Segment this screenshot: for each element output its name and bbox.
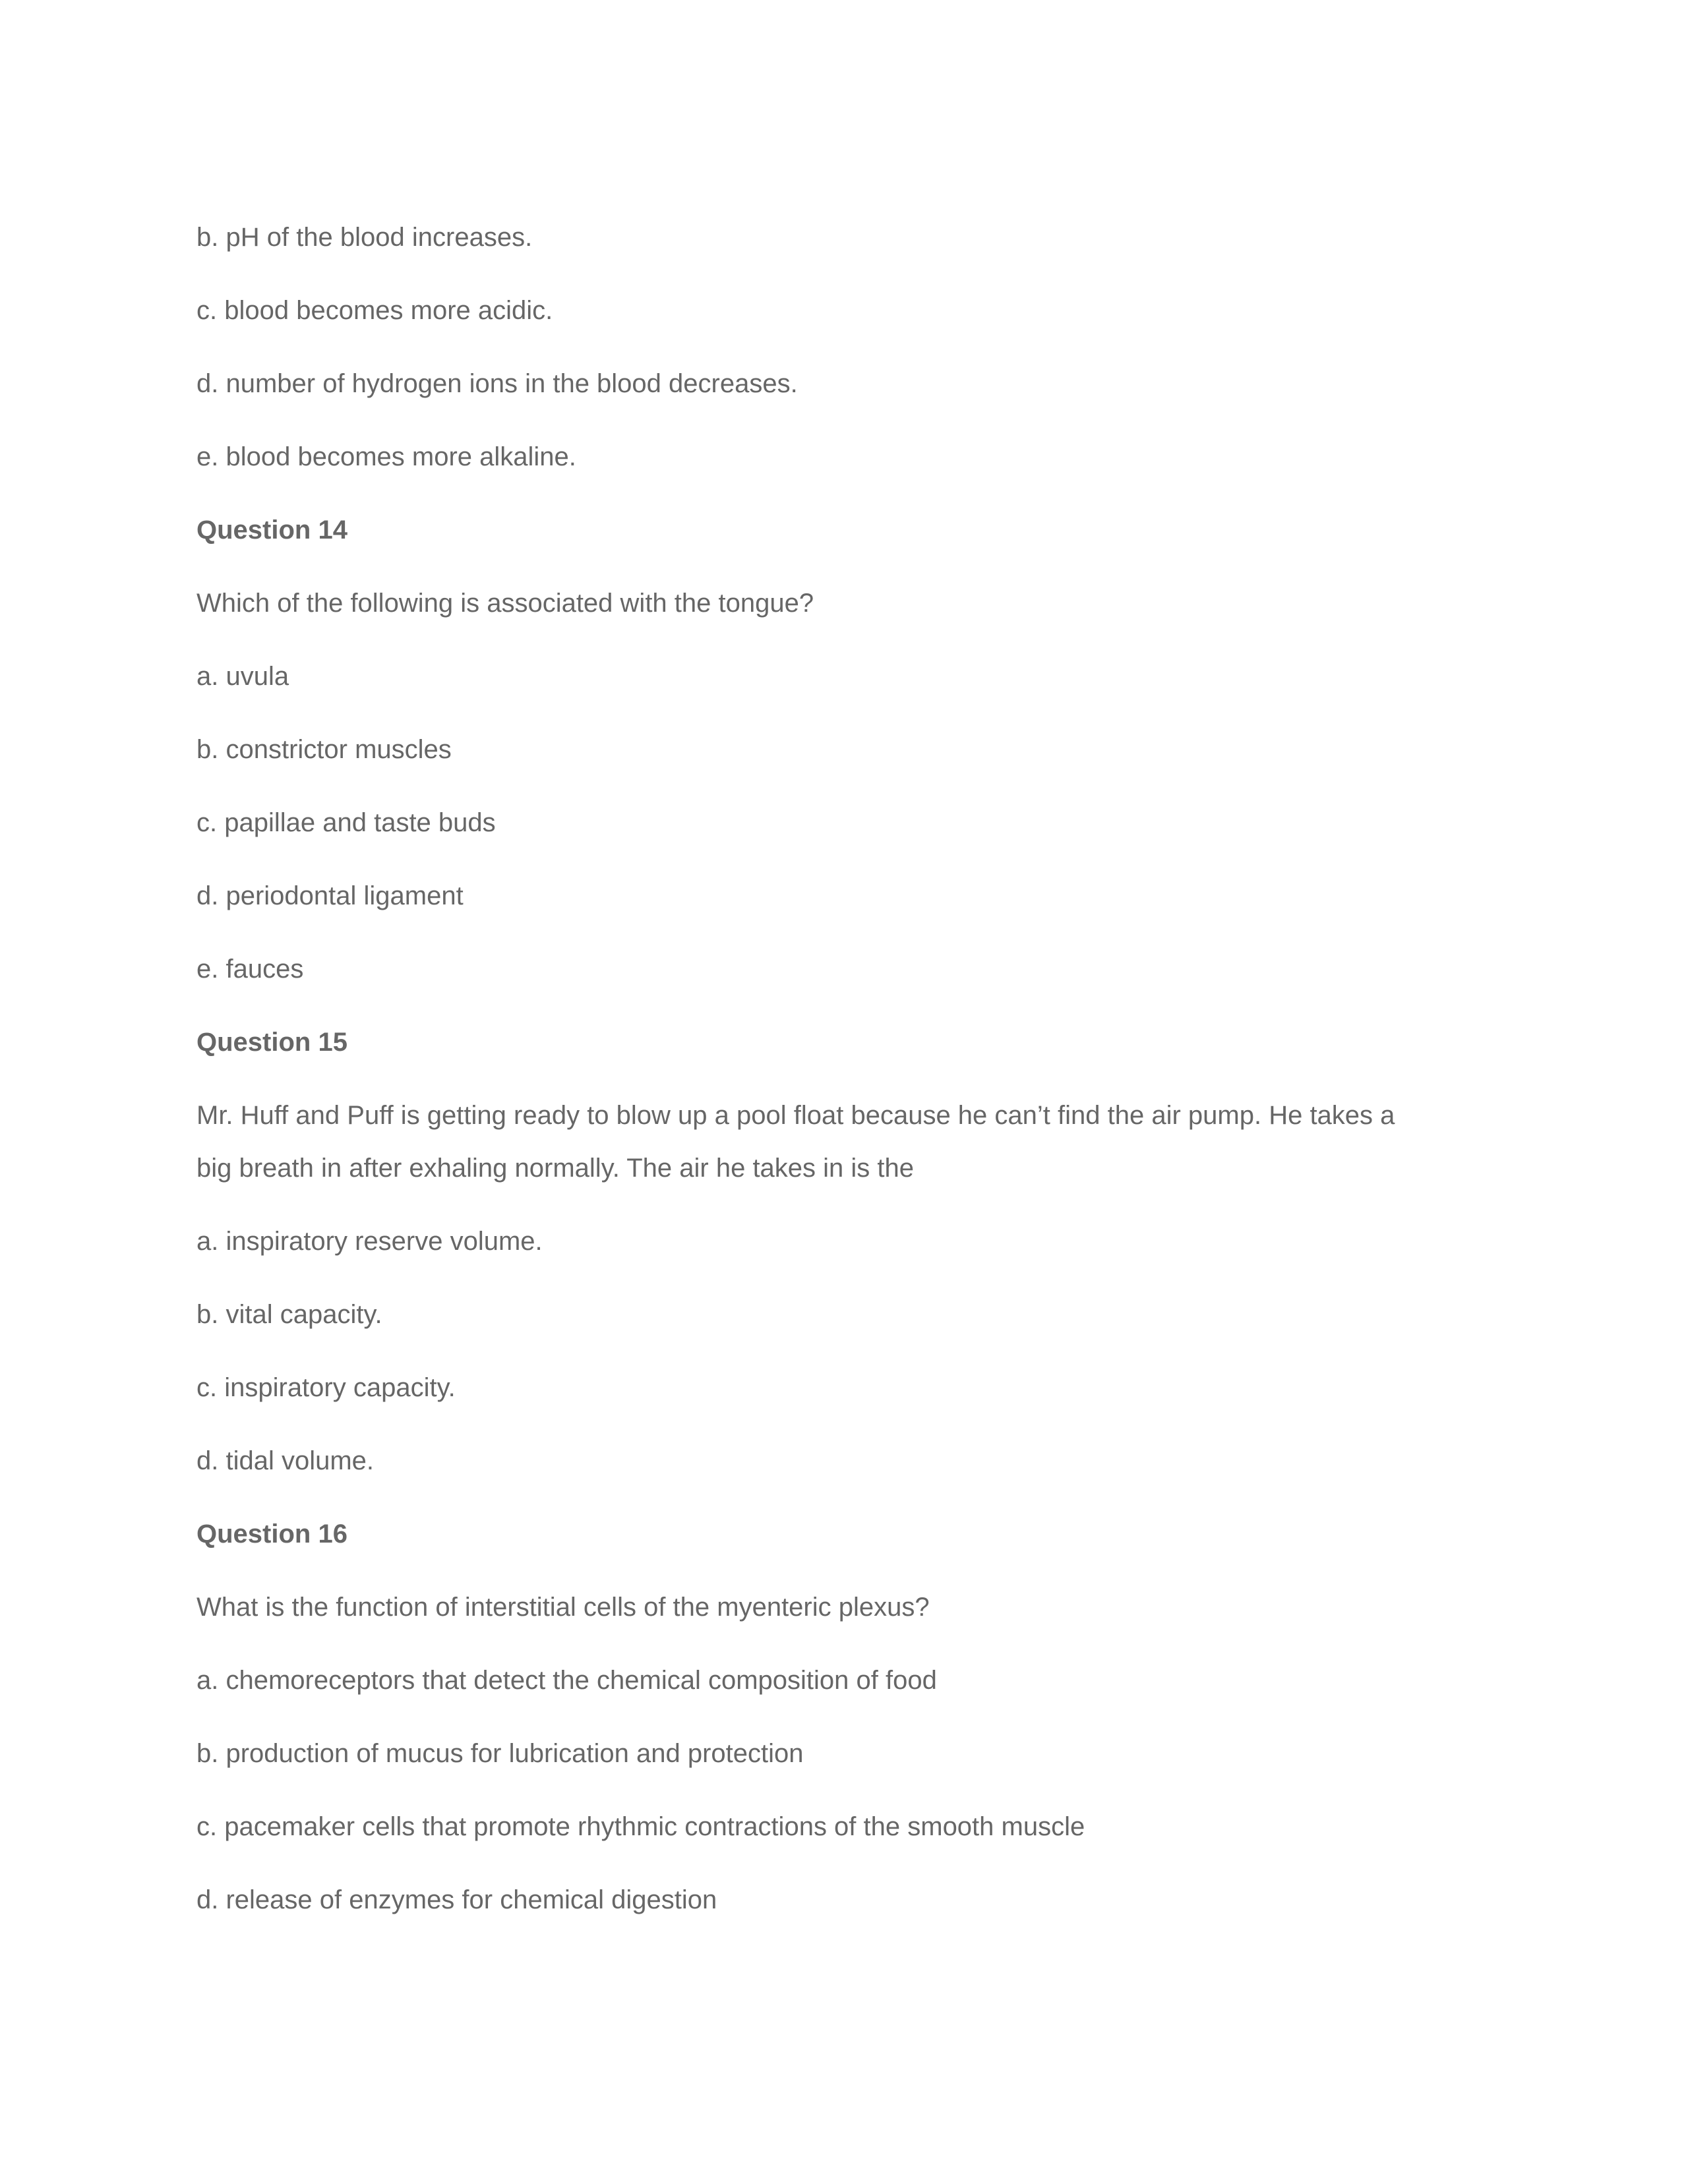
answer-option: b. pH of the blood increases. <box>196 223 533 252</box>
question-text: What is the function of interstitial cells of the myenteric plexus? <box>196 1593 930 1622</box>
answer-option: e. fauces <box>196 955 304 984</box>
question-text-line: big breath in after exhaling normally. The air he takes in is the <box>196 1154 915 1183</box>
answer-option: c. pacemaker cells that promote rhythmic contractions of the smooth muscle <box>196 1812 1085 1841</box>
answer-option: a. chemoreceptors that detect the chemical composition of food <box>196 1666 937 1695</box>
answer-option: e. blood becomes more alkaline. <box>196 442 576 471</box>
question-heading: Question 15 <box>196 1028 347 1057</box>
answer-option: a. uvula <box>196 662 289 691</box>
answer-option: a. inspiratory reserve volume. <box>196 1227 543 1256</box>
question-text <box>196 1089 1489 1195</box>
answer-option: d. release of enzymes for chemical digestion <box>196 1885 717 1914</box>
answer-option: b. production of mucus for lubrication and protection <box>196 1739 804 1768</box>
question-heading: Question 14 <box>196 516 347 545</box>
answer-option: c. papillae and taste buds <box>196 808 496 837</box>
answer-option: c. blood becomes more acidic. <box>196 296 553 325</box>
question-heading: Question 16 <box>196 1520 347 1549</box>
answer-option: d. periodontal ligament <box>196 881 464 910</box>
answer-option: b. constrictor muscles <box>196 735 452 764</box>
answer-option: c. inspiratory capacity. <box>196 1373 456 1402</box>
question-text-line: Mr. Huff and Puff is getting ready to blow up a pool float because he can’t find the air pump. He takes a <box>196 1101 1395 1130</box>
document-content <box>196 211 1489 1947</box>
question-text: Which of the following is associated with the tongue? <box>196 589 814 618</box>
answer-option: d. tidal volume. <box>196 1446 375 1475</box>
answer-option: b. vital capacity. <box>196 1300 382 1329</box>
answer-option: d. number of hydrogen ions in the blood decreases. <box>196 369 798 398</box>
